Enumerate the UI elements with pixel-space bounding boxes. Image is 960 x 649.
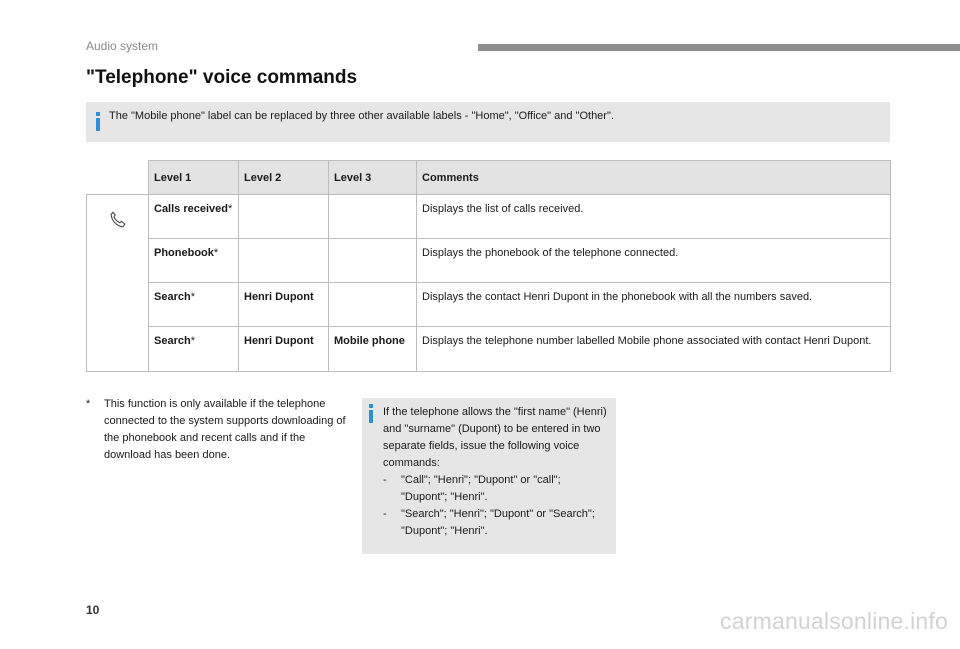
column-header-level2: Level 2: [239, 161, 329, 195]
comment-cell: Displays the telephone number labelled Mobile phone associated with contact Henri Dupont.: [417, 327, 891, 372]
level2-cell: [239, 195, 329, 239]
footnote-mark: *: [86, 398, 91, 410]
footnote-text: This function is only available if the telephone connected to the system supports downloading of the phonebook and recent calls and if the download has been done.: [104, 398, 346, 461]
voice-commands-table: [86, 160, 891, 372]
page-number: 10: [86, 603, 100, 617]
info-note-text: [383, 404, 609, 540]
table-header-row: [87, 161, 891, 195]
level1-cell: Search*: [149, 327, 239, 372]
table-row: [87, 327, 891, 372]
section-title: Audio system: [86, 39, 159, 53]
comment-cell: Displays the contact Henri Dupont in the phonebook with all the numbers saved.: [417, 283, 891, 327]
telephone-icon-cell: [87, 195, 149, 372]
level2-cell: Henri Dupont: [239, 327, 329, 372]
level3-cell: [329, 195, 417, 239]
table-row: [87, 283, 891, 327]
level1-cell: Search*: [149, 283, 239, 327]
telephone-handset-icon: [107, 209, 129, 231]
info-note-top: [86, 102, 890, 142]
header-bar: [478, 44, 960, 51]
level2-cell: [239, 239, 329, 283]
watermark-text: carmanualsonline.info: [720, 608, 948, 634]
info-note-text: The "Mobile phone" label can be replaced by three other available labels - "Home", "Office" and "Other".: [109, 110, 614, 122]
level3-cell: Mobile phone: [329, 327, 417, 372]
level1-cell: Phonebook*: [149, 239, 239, 283]
comment-cell: Displays the phonebook of the telephone connected.: [417, 239, 891, 283]
column-header-level1: Level 1: [149, 161, 239, 195]
info-note-intro: If the telephone allows the "first name" (Henri) and "surname" (Dupont) to be entered in two separate fields, issue the following voice commands:: [383, 406, 607, 469]
column-header-comments: Comments: [417, 161, 891, 195]
footnote: [86, 396, 346, 464]
info-icon: [96, 118, 100, 131]
page-title: "Telephone" voice commands: [86, 67, 358, 88]
table-row: [87, 239, 891, 283]
level3-cell: [329, 283, 417, 327]
list-item: - "Search"; "Henri"; "Dupont" or "Search"; "Dupont"; "Henri".: [383, 508, 595, 537]
info-note-bottom: [362, 398, 616, 554]
level3-cell: [329, 239, 417, 283]
info-icon: [369, 410, 373, 423]
column-header-level3: Level 3: [329, 161, 417, 195]
level2-cell: Henri Dupont: [239, 283, 329, 327]
list-item: - "Call"; "Henri"; "Dupont" or "call"; "Dupont"; "Henri".: [383, 474, 561, 503]
level1-cell: Calls received*: [149, 195, 239, 239]
table-header-blank: [87, 161, 149, 195]
comment-cell: Displays the list of calls received.: [417, 195, 891, 239]
table-row: [87, 195, 891, 239]
